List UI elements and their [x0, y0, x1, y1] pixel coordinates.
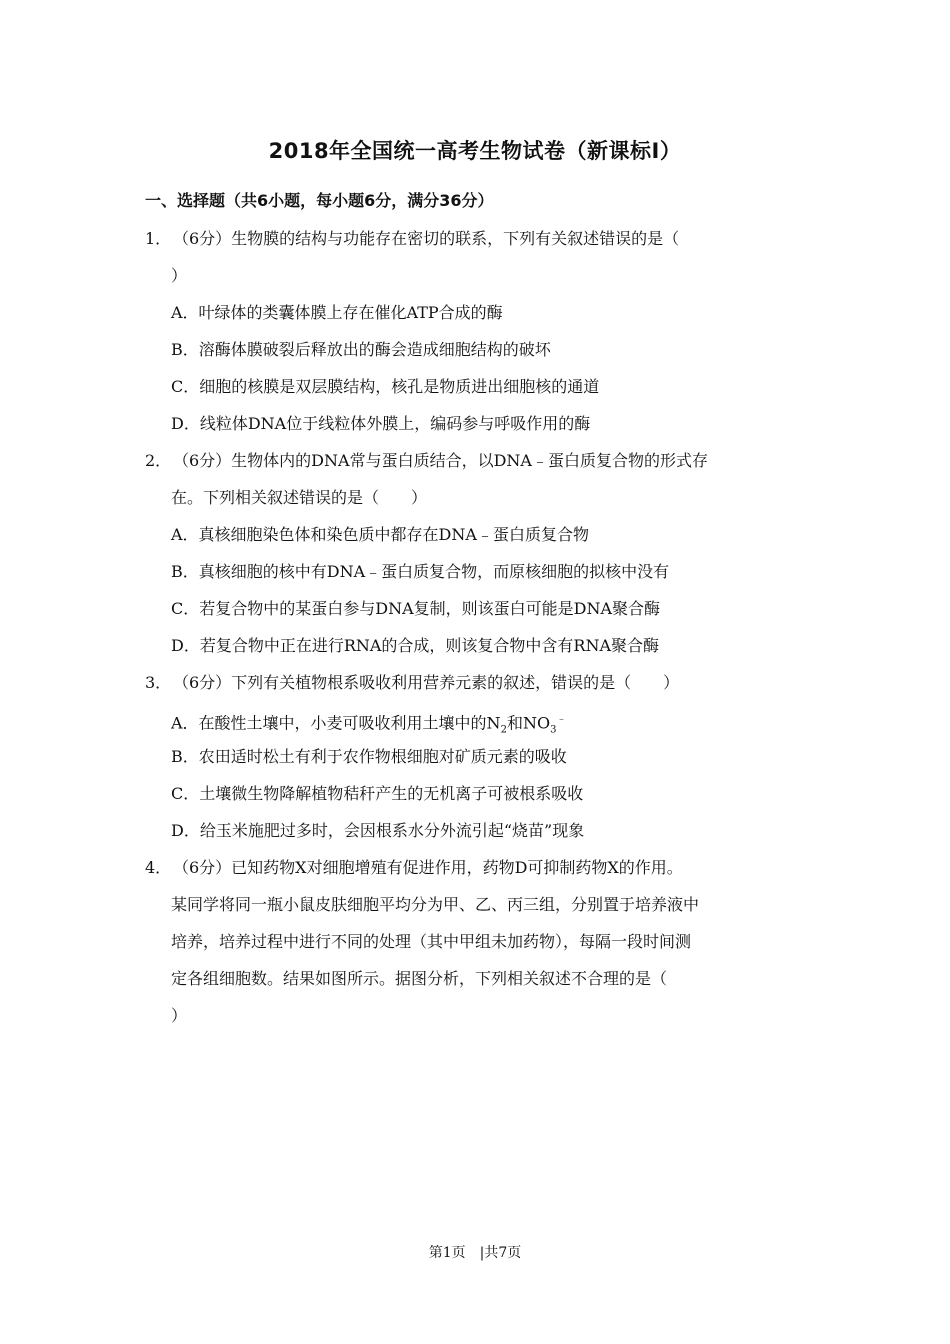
question-4-line-5: ）: [171, 1006, 188, 1025]
q2-option-b: B．真核细胞的核中有DNA﹣蛋白质复合物，而原核细胞的拟核中没有: [171, 562, 670, 581]
question-number: 4．: [145, 858, 172, 877]
question-4-line-4: 定各组细胞数。结果如图所示。据图分析，下列相关叙述不合理的是（: [171, 969, 668, 988]
q1-option-b: B．溶酶体膜破裂后释放出的酶会造成细胞结构的破坏: [171, 340, 551, 359]
question-1-stem: [145, 226, 679, 252]
subscript: 2: [500, 724, 507, 736]
question-text: （6分）生物膜的结构与功能存在密切的联系，下列有关叙述错误的是（: [173, 229, 680, 248]
question-number: 3．: [145, 673, 172, 692]
q2-option-d: D．若复合物中正在进行RNA的合成，则该复合物中含有RNA聚合酶: [171, 636, 660, 655]
q2-option-a: A．真核细胞染色体和染色质中都存在DNA﹣蛋白质复合物: [171, 525, 589, 544]
q3-option-b: B．农田适时松土有利于农作物根细胞对矿质元素的吸收: [171, 747, 567, 766]
question-number: 2．: [145, 451, 172, 470]
question-2-stem: [145, 448, 708, 474]
q3-option-d: D．给玉米施肥过多时，会因根系水分外流引起“烧苗”现象: [171, 821, 585, 840]
q3-option-a: [171, 707, 566, 744]
option-text: A．在酸性土壤中，小麦可吸收利用土壤中的N: [171, 713, 501, 733]
option-text: 和NO: [506, 713, 551, 733]
q3-option-c: C．土壤微生物降解植物秸秆产生的无机离子可被根系吸收: [171, 784, 584, 803]
question-2-stem-cont: 在。下列相关叙述错误的是（ ）: [171, 488, 428, 507]
question-3-stem: [145, 670, 679, 696]
question-1-stem-cont: ）: [171, 266, 188, 285]
question-4-line-3: 培养，培养过程中进行不同的处理（其中甲组未加药物），每隔一段时间测: [171, 932, 692, 951]
exam-title: 2018年全国统一高考生物试卷（新课标Ⅰ）: [268, 139, 682, 163]
question-text: （6分）下列有关植物根系吸收利用营养元素的叙述，错误的是（ ）: [173, 673, 680, 692]
question-4-line-2: 某同学将同一瓶小鼠皮肤细胞平均分为甲、乙、丙三组，分别置于培养液中: [171, 895, 700, 914]
page-footer: 第1页 |共7页: [428, 1245, 522, 1261]
question-number: 1．: [145, 229, 172, 248]
question-text: （6分）生物体内的DNA常与蛋白质结合，以DNA﹣蛋白质复合物的形式存: [173, 451, 708, 470]
q1-option-c: C．细胞的核膜是双层膜结构，核孔是物质进出细胞核的通道: [171, 377, 600, 396]
superscript: ﹣: [556, 714, 567, 725]
question-text: （6分）已知药物X对细胞增殖有促进作用，药物D可抑制药物X的作用。: [173, 858, 683, 877]
q2-option-c: C．若复合物中的某蛋白参与DNA复制，则该蛋白可能是DNA聚合酶: [171, 599, 661, 618]
subscript: 3: [550, 724, 557, 736]
q1-option-d: D．线粒体DNA位于线粒体外膜上，编码参与呼吸作用的酶: [171, 414, 591, 433]
question-4-stem: [145, 855, 683, 881]
q1-option-a: A．叶绿体的类囊体膜上存在催化ATP合成的酶: [171, 303, 503, 322]
section-heading: 一、选择题（共6小题，每小题6分，满分36分）: [145, 191, 494, 210]
